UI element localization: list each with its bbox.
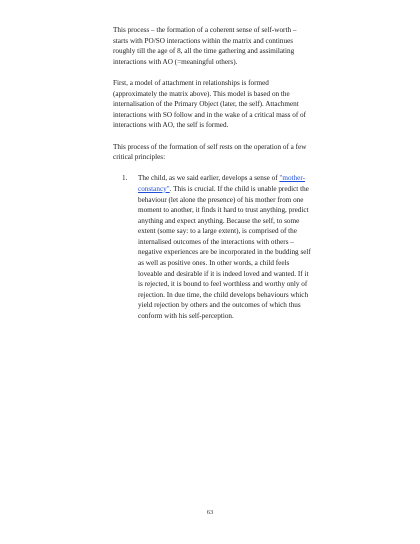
list-item-mother-constancy bbox=[113, 173, 311, 321]
paragraph-critical-principles-intro: This process of the formation of self rests on the operation of a few critical principles: bbox=[113, 142, 307, 162]
critical-principles-list bbox=[113, 173, 311, 321]
mother-constancy-link[interactable]: "mother-constancy" bbox=[138, 174, 305, 193]
page-number: 63 bbox=[206, 509, 214, 516]
list-item-text-before-link: The child, as we said earlier, develops a sense of bbox=[138, 174, 280, 183]
list-item-number: 1. bbox=[122, 174, 128, 183]
document-body bbox=[113, 25, 311, 322]
list-item-text-after-link: . This is crucial. If the child is unable predict the behaviour (let alone the presence) of his mother from one moment to another, it finds it hard to trust anything, predict anything and expect anything. Because the self, to some extent (some say: to a large extent), is comprised of the internalised outcomes of the interactions with others – negative experiences are be incorporated in the budding self as well as positive ones. In other words, a child feels loveable and desirable if it is indeed loved and wanted. If it is rejected, it is bound to feel worthless and worthy only of rejection. In due time, the child develops behaviours which yield rejection by others and the outcomes of which thus conform with his self-perception. bbox=[138, 184, 311, 321]
paragraph-self-worth-formation: This process – the formation of a coherent sense of self-worth – starts with PO/SO interactions within the matrix and continues roughly till the age of 8, all the time gathering and assimilating interactions with AO (=meaningful others). bbox=[113, 26, 297, 66]
paragraph-attachment-model: First, a model of attachment in relationships is formed (approximately the matrix above). This model is based on the internalisation of the Primary Object (later, the self). Attachment interactions with SO follow and in the wake of a critical mass of of interactions with AO, the self is formed. bbox=[113, 78, 307, 130]
